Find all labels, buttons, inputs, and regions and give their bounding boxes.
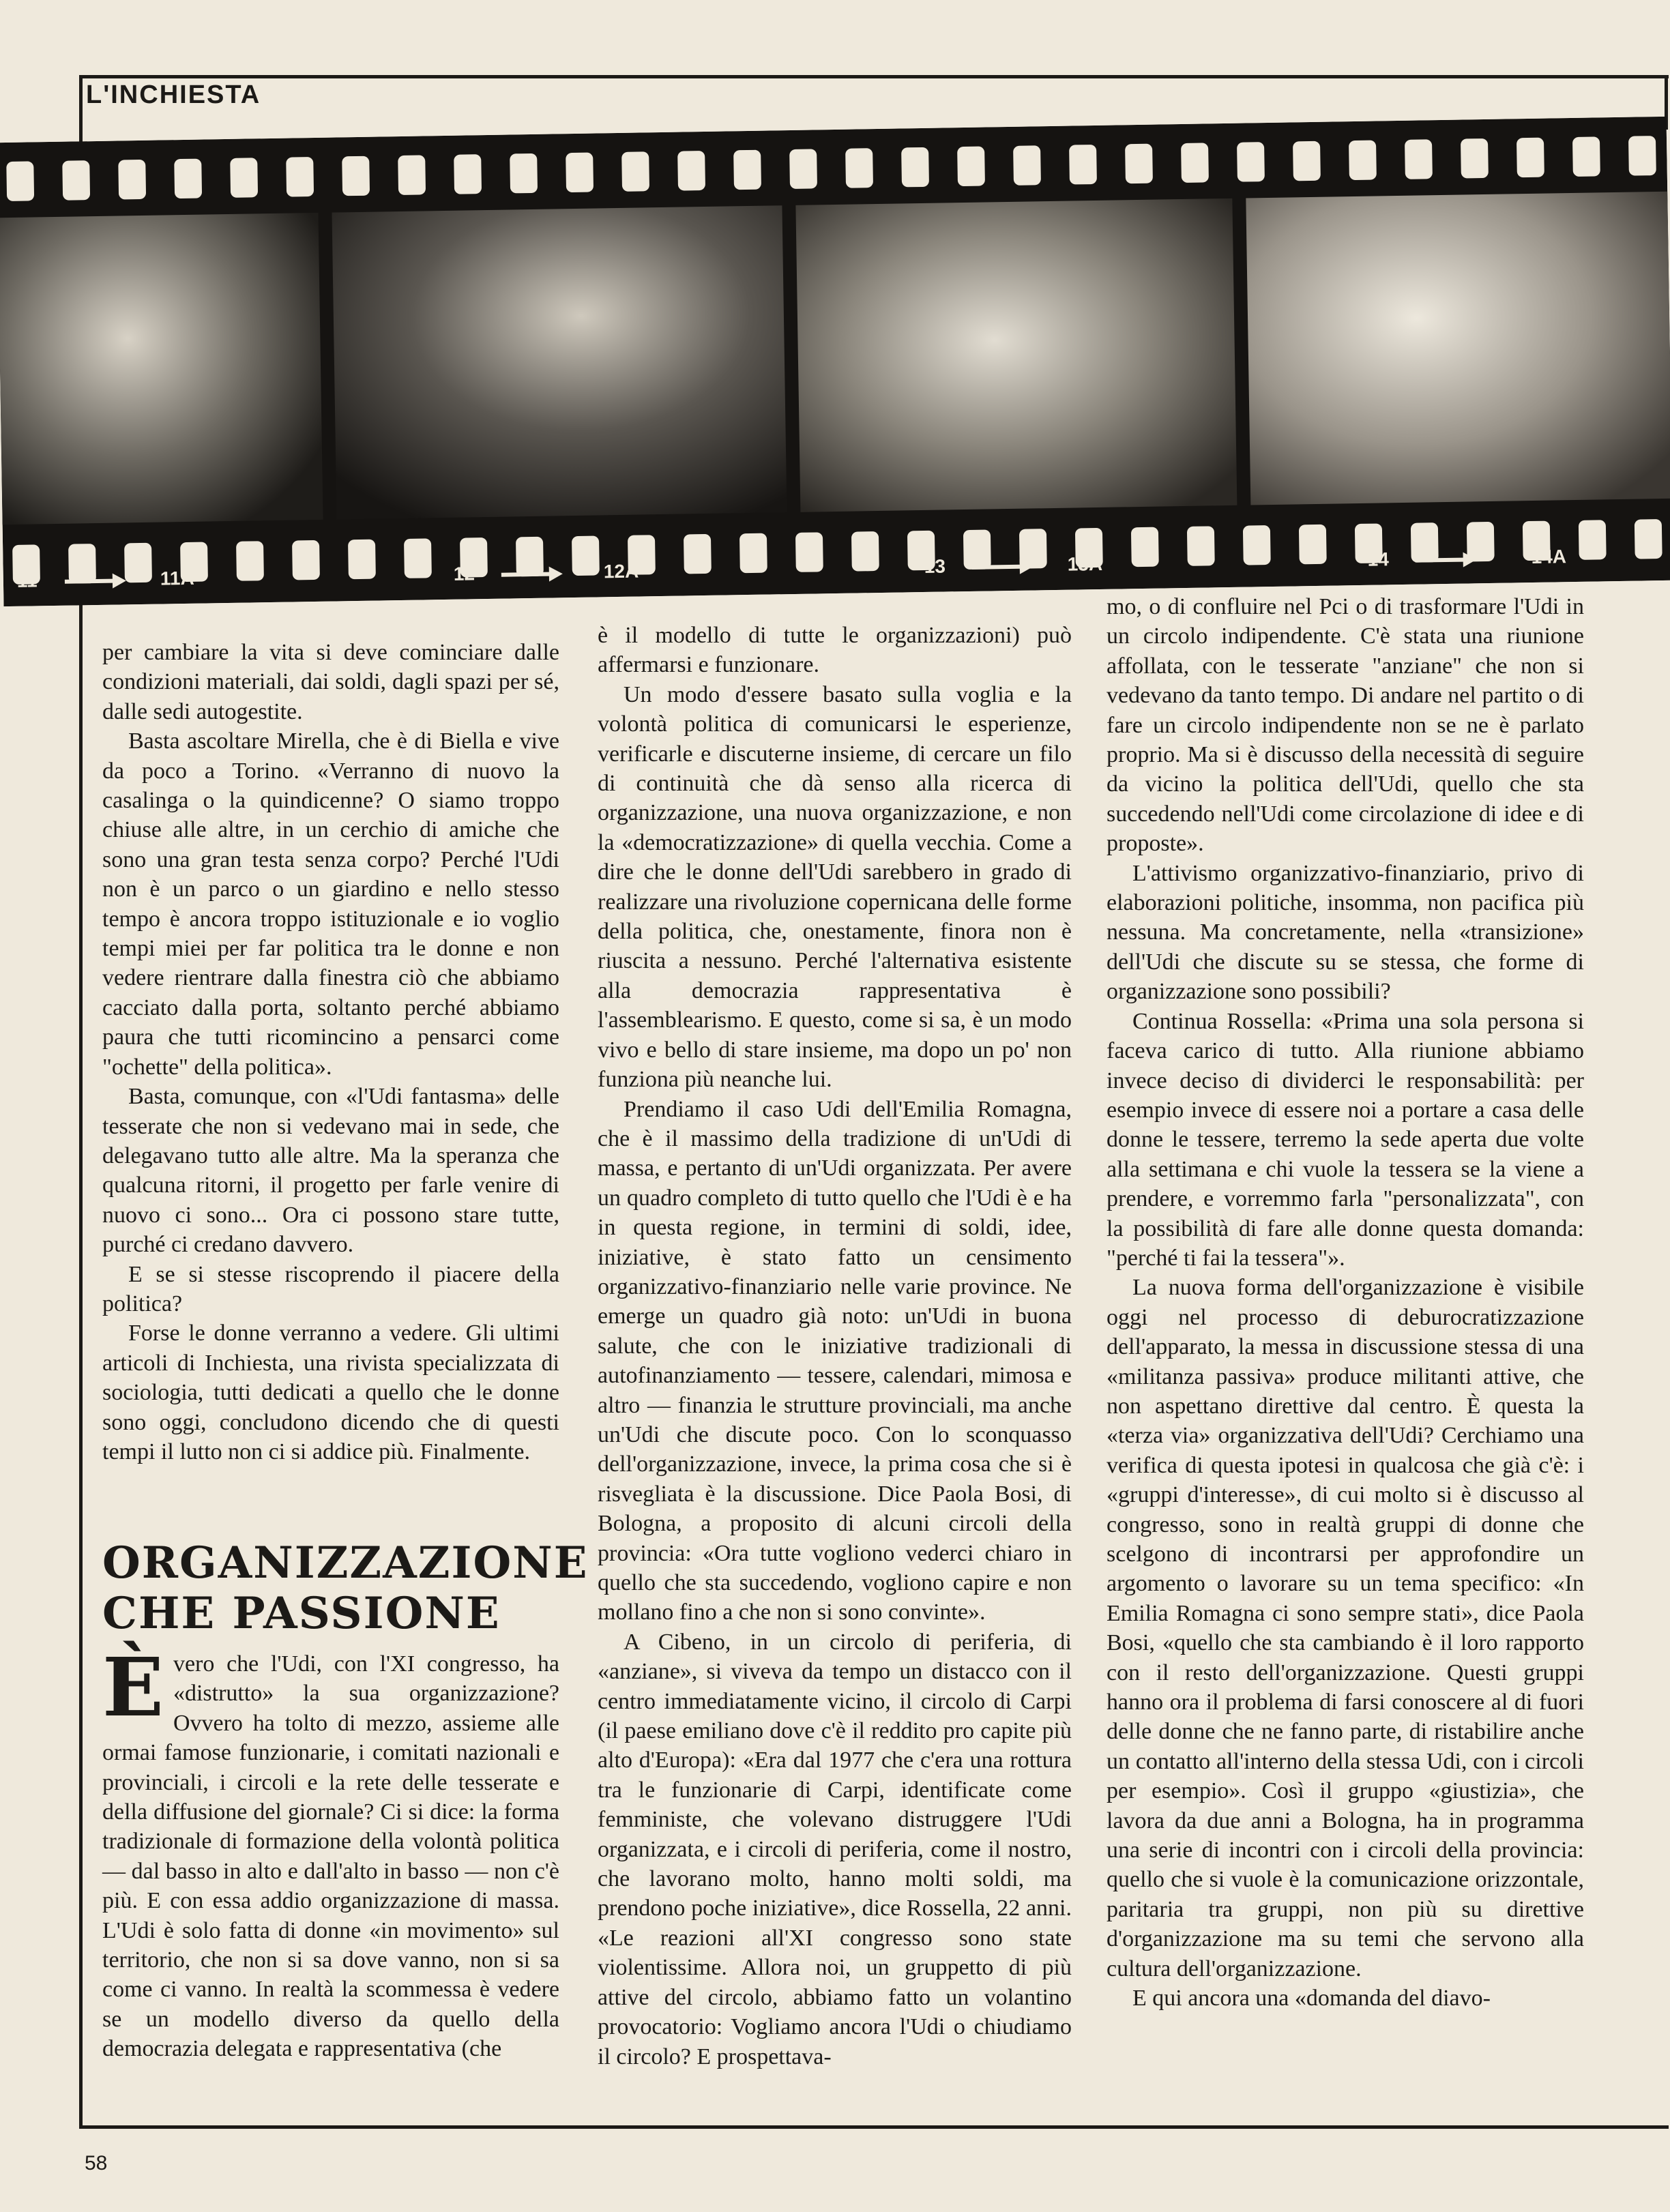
sprocket-hole (789, 149, 817, 189)
sprocket-hole (174, 159, 202, 199)
paragraph: Forse le donne verranno a vedere. Gli ultimi articoli di Inchiesta, una rivista specializzata di sociologia, tutti dedicati a quello che le donne sono oggi, concludono dicendo che di questi tempi il lutto non ci si addice più. Finalmente. (102, 1321, 559, 1464)
film-frame-number: 12A (603, 560, 639, 583)
paragraph: E se si stesse riscoprendo il piacere della politica? (102, 1261, 559, 1316)
sprocket-hole (572, 535, 600, 576)
sprocket-hole (342, 156, 370, 196)
sprocket-hole (62, 160, 90, 201)
column-2 (598, 621, 1072, 2071)
sprocket-hole (6, 161, 34, 201)
sprocket-hole (510, 153, 538, 194)
film-frame-number: 13A (1067, 552, 1103, 575)
sprocket-hole (851, 531, 879, 572)
sprocket-hole (230, 158, 258, 198)
paragraph: L'attivismo organizzativo-finanziario, privo di elaborazioni politiche, insomma, non pacifica più nessuna. Ma concretamente, nella «transizione» dell'Udi che discute su se stessa, che forme di organizzazione sono possibili? (1107, 860, 1584, 1005)
paragraph: per cambiare la vita si deve cominciare dalle condizioni materiali, dai soldi, dagli spazi per sé, dalle sedi autogestite. (102, 640, 559, 724)
sprocket-hole (795, 532, 823, 572)
sprocket-hole (621, 151, 649, 192)
sprocket-hole (1635, 519, 1662, 559)
sprocket-hole (404, 538, 432, 578)
paragraph: mo, o di confluire nel Pci o di trasformare l'Udi in un circolo indipendente. C'è stata una riunione affollata, con le tesserate "anziane" che non si vedevano da tanto tempo. Di andare nel partito o di fare un circolo indipendente non se ne è parlato proprio. Ma si è discusso della necessità di seguire da vicino la politica dell'Udi, quello che sta succedendo nell'Udi come circolazione di idee e di proposte». (1107, 594, 1584, 857)
sprocket-hole (516, 537, 544, 577)
film-frame-number: 14 (1367, 548, 1390, 570)
sprocket-hole (1131, 527, 1159, 567)
column-1 (102, 638, 559, 1466)
sprocket-hole (845, 148, 873, 188)
headline-line-2: CHE PASSIONE (102, 1588, 501, 1639)
photo-frame-14 (1246, 192, 1670, 505)
sprocket-hole (1579, 520, 1607, 560)
paragraph: Basta ascoltare Mirella, che è di Biella e vive da poco a Torino. «Verranno di nuovo la casalinga o la quindicenne? O siamo troppo chiuse alle altre, in un cerchio di amiche che sono una gran testa senza corpo? Perché l'Udi non è un parco o un giardino e nello stesso tempo è ancora troppo istituzionale e io voglio tempi miei per far politica tra le donne e non vedere rientrare dalla finestra ciò che abbiamo cacciato dalla porta, soltanto perché abbiamo paura che tutti ricomincino a pensarci come "ochette" della politica». (102, 728, 559, 1080)
paragraph: Basta, comunque, con «l'Udi fantasma» delle tesserate che non si vedevano mai in sede, che delegavano tutto alle altre. Ma la speranza che qualcuna ritorni, il progetto per farle venire di nuovo ci sono... Ora ci possono stare tutte, purché ci credano davvero. (102, 1084, 559, 1258)
sprocket-hole (733, 150, 761, 190)
paragraph: è il modello di tutte le organizzazioni) può affermarsi e funzionare. (598, 623, 1072, 678)
paragraph: E qui ancora una «domanda del diavo- (1132, 1986, 1491, 2011)
sprocket-hole (286, 157, 314, 197)
film-frame-number: 14A (1531, 546, 1567, 568)
sprocket-hole (236, 541, 264, 581)
sprocket-hole (1237, 142, 1265, 182)
sprocket-hole (118, 160, 146, 200)
sprocket-hole (124, 543, 152, 583)
sprocket-hole (1181, 143, 1209, 183)
drop-cap: È (102, 1640, 164, 1735)
sprocket-hole (957, 147, 985, 187)
sprocket-hole (739, 533, 767, 574)
paragraph: Continua Rossella: «Prima una sola persona si faceva carico di tutto. Alla riunione abbiamo invece deciso di dividerci le responsabilità: per esempio invece di essere noi a portare a casa delle donne le tessere, terremo la sede aperta due volte alla settimana e chi vuole la tessera se la viene a prendere, e vorremmo farla "personalizzata", con la possibilità di fare alle donne questa domanda: "perché ti fai la tessera"». (1107, 1008, 1584, 1271)
film-frame-number: 11 (16, 570, 38, 591)
sprocket-hole (1243, 525, 1271, 565)
headline-line-1: ORGANIZZAZIONE (102, 1537, 589, 1589)
lead-paragraph-block (102, 1640, 559, 2064)
sprocket-hole (901, 147, 929, 188)
film-frame-number: 13 (924, 555, 946, 577)
sprocket-hole (677, 151, 705, 191)
column-3 (1107, 592, 1584, 2014)
sprocket-hole (1517, 138, 1544, 178)
sprocket-hole (566, 153, 594, 193)
page-number: 58 (85, 2152, 108, 2174)
sprocket-hole (1125, 144, 1153, 184)
film-frame-number: 11A (160, 567, 194, 589)
sprocket-hole (1572, 136, 1600, 177)
paragraph: A Cibeno, in un circolo di periferia, di «anziane», si viveva da tempo un distacco con il centro immediatamente vicino, il circolo di Carpi (il paese emiliano dove c'è il reddito pro capite più alto d'Europa): «Era dal 1977 che c'era una rottura tra le funzionarie di Carpi, identificate come femministe, che volevano distruggere l'Udi organizzata, e i circoli di periferia, come il nostro, che lavorano molto, hanno molti soldi, ma prendono poche iniziative», dice Rossella, 22 anni. «Le reazioni all'XI congresso sono state violentissime. Allora noi, un gruppetto di più attive del circolo, abbiamo fatto un volantino provocatorio: Vogliamo ancora l'Udi o chiudiamo il circolo? E prospettava- (598, 1629, 1072, 2069)
sprocket-hole (1013, 145, 1041, 186)
photo-frame-13 (795, 198, 1237, 512)
photo-frame-12 (332, 205, 787, 519)
sprocket-hole (348, 540, 376, 580)
sprocket-hole (1411, 522, 1439, 563)
sprocket-hole (1293, 141, 1321, 181)
section-label: L'INCHIESTA (86, 80, 261, 109)
lead-paragraph: vero che l'Udi, con l'XI congresso, ha «distrutto» la sua organizzazione? Ovvero ha tolto di mezzo, assieme alle ormai famose funzionarie, i comitati nazionali e provinciali, i circoli e la rete delle tesserate e della diffusione del giornale? Ci si dice: la forma tradizionale di formazione della volontà politica — dal basso in alto e dall'alto in basso — non c'è più. E con essa addio organizzazione di massa. L'Udi è solo fatta di donne «in movimento» sul territorio, che non si sa dove vanno, non si sa come ci vanno. In realtà la scommessa è vedere se un modello diverso da quello della democrazia delegata e rappresentativa (che (102, 1651, 559, 2062)
paragraph: Un modo d'essere basato sulla voglia e la volontà politica di comunicarsi le esperienze, verificarle e discuterne insieme, di cercare un filo di continuità che dà senso alla ricerca di organizzazione, una nuova organizzazione, e non la «democratizzazione» di quella vecchia. Come a dire che le donne dell'Udi sarebbero in grado di realizzare una rivoluzione copernicana delle forme della politica, che, onestamente, finora non è riuscita a nessuno. Perché l'alternativa esistente alla democrazia rappresentativa è l'assemblearismo. E questo, come si sa, è un modo vivo e bello di stare insieme, ma dopo un po' non funziona più neanche lui. (598, 681, 1072, 1093)
paragraph: La nuova forma dell'organizzazione è visibile oggi nel processo di deburocratizzazione dell'apparato, la messa in discussione stessa di una «militanza passiva» produce militanti attive, che non aspettano direttive dal centro. È questa la «terza via» organizzativa dell'Udi? Cerchiamo una verifica di questa ipotesi in qualcosa che già c'è: i «gruppi d'interesse», di cui molto si è discusso al congresso, sono in realtà gruppi di donne che scelgono di incontrarsi per approfondire un argomento o lavorare su un tema specifico: «In Emilia Romagna ci sono sempre stati», dice Paola Bosi, «quello che sta cambiando è il loro rapporto con il resto dell'organizzazione. Questi gruppi hanno ora il problema di farsi conoscere al di fuori delle donne che ne fanno parte, di ristabilire anche un contatto all'interno della stessa Udi, con i circoli per esempio». Così il gruppo «giustizia», che lavora da due anni a Bologna, ha in programma una serie di incontri con i circoli della provincia: quello che si vuole è la comunicazione orizzontale, paritaria tra gruppi, non più su direttive d'organizzazione ma su temi che servono alla cultura dell'organizzazione. (1107, 1275, 1584, 1981)
film-frame-number: 12 (453, 563, 475, 585)
sprocket-hole (1349, 141, 1377, 181)
sprocket-hole (68, 544, 96, 584)
sprocket-hole (292, 540, 320, 580)
frame-rule-top (79, 75, 1669, 78)
sprocket-hole (1628, 136, 1656, 176)
sprocket-hole (1299, 525, 1327, 565)
sprocket-hole (1187, 526, 1215, 566)
frame-rule-bottom (79, 2125, 1669, 2129)
sprocket-hole (454, 154, 482, 194)
sprocket-hole (963, 529, 991, 570)
sprocket-hole (1069, 145, 1097, 185)
sprocket-hole (1461, 138, 1489, 179)
paragraph: Prendiamo il caso Udi dell'Emilia Romagna, che è il massimo della tradizione di un'Udi di massa, e pertanto di un'Udi organizzata. Per avere un quadro completo di tutto quello che l'Udi è e ha in questa regione, in termini di soldi, idee, iniziative, è stato fatto un censimento organizzativo-finanziario nelle varie province. Ne emerge un quadro già noto: un'Udi in buona salute, che con le iniziative tradizionali di autofinanziamento — tessere, calendari, mimosa e altro — finanzia le strutture provinciali, ma anche un'Udi che discute poco. Con lo sconquasso dell'organizzazione, invece, la prima cosa che si è risvegliata è la discussione. Dice Paola Bosi, di Bologna, a proposito di alcuni circoli della provincia: «Ora tutte vogliono vederci chiaro in quello che sta succedendo, vogliono capire e non mollano fino a che non si sono convinte». (598, 1096, 1072, 1625)
sprocket-hole (684, 534, 712, 574)
sprocket-hole (398, 155, 426, 195)
sprocket-hole (1467, 522, 1495, 562)
article-headline (102, 1537, 589, 1639)
photo-frame-11 (0, 213, 323, 525)
sprocket-hole (1405, 139, 1433, 179)
film-strip (0, 117, 1670, 606)
